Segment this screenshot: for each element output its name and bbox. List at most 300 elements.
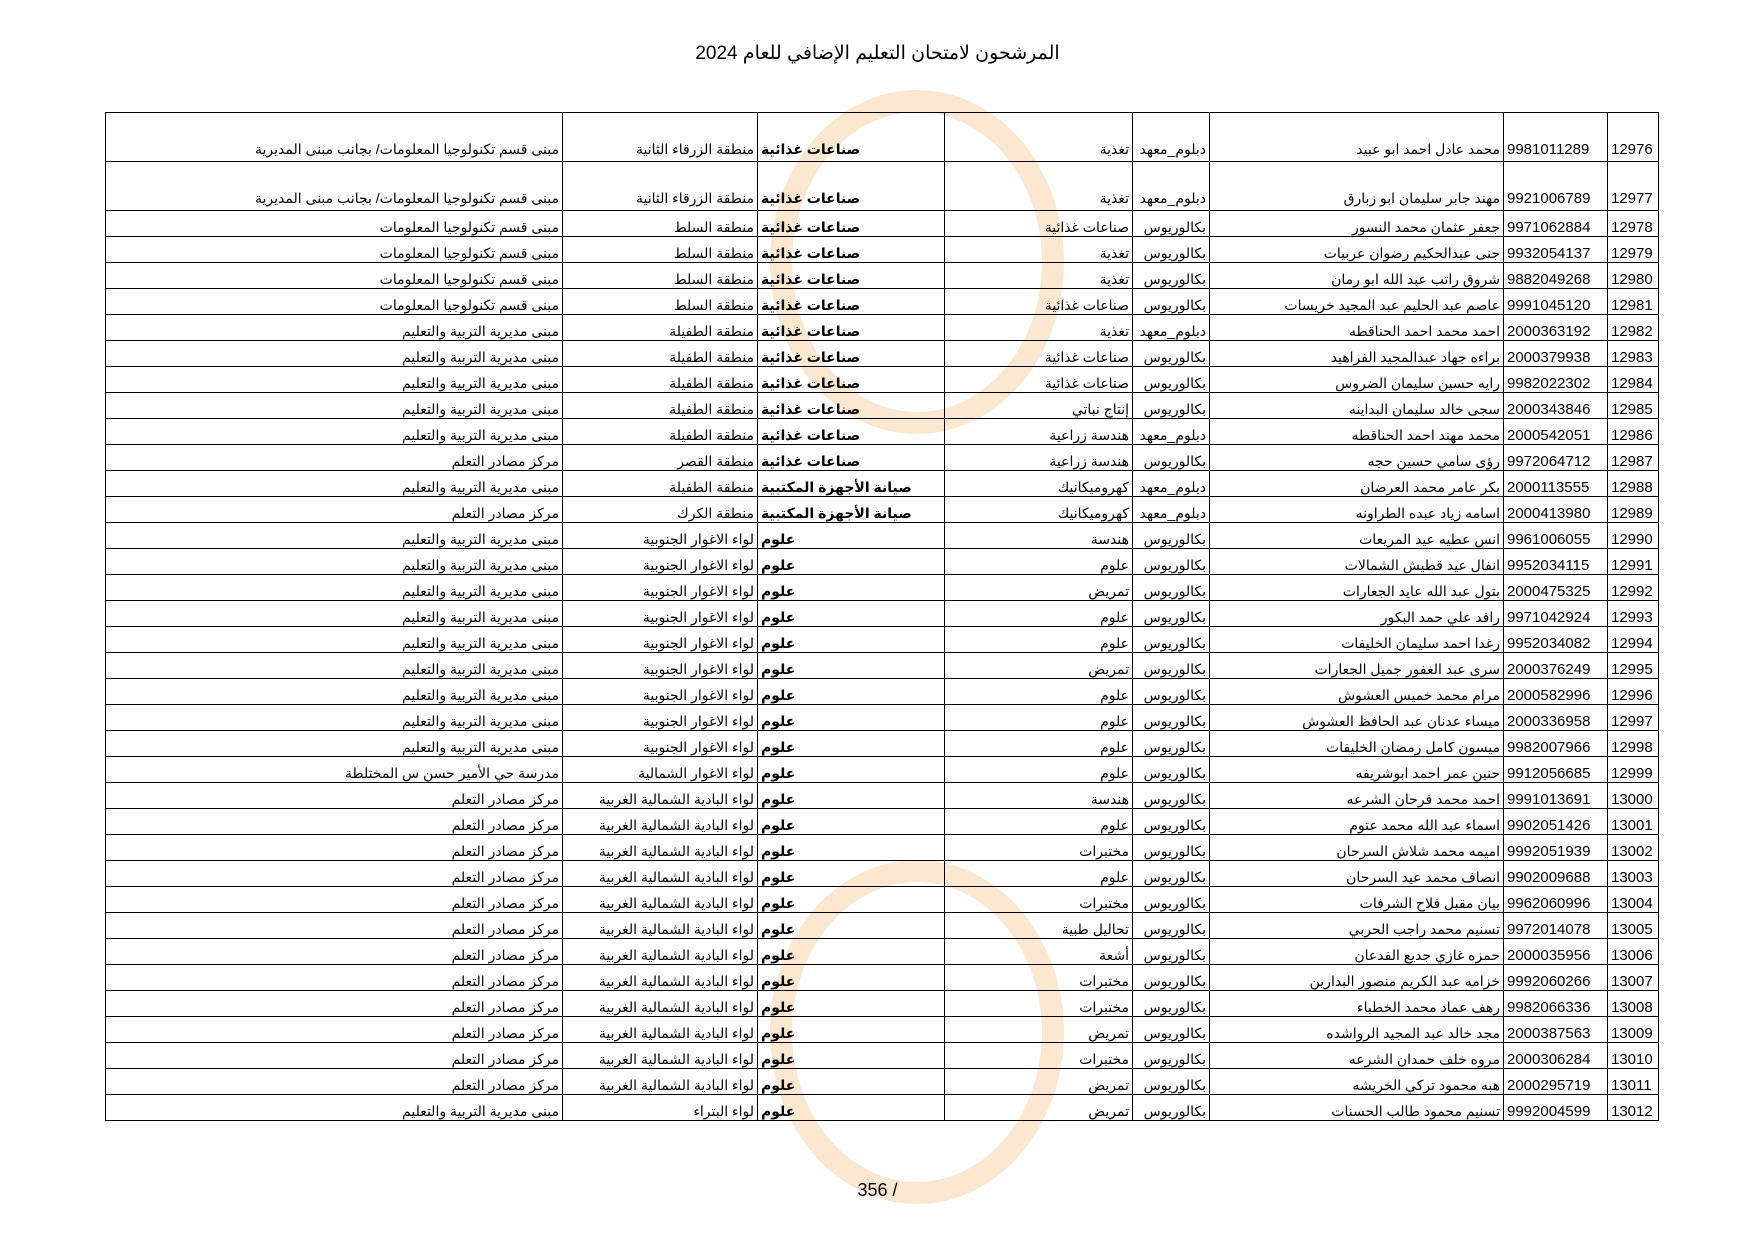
candidate-name-cell: بيان مقبل فلاح الشرفات — [1210, 887, 1504, 913]
national-id-cell: 9972064712 — [1504, 445, 1608, 471]
candidate-name-cell: ميساء عدنان عبد الحافظ العشوش — [1210, 705, 1504, 731]
table-row — [106, 445, 1659, 471]
major-cell: أشعة — [945, 939, 1133, 965]
degree-cell: بكالوريوس — [1133, 1017, 1210, 1043]
major-cell: مختبرات — [945, 991, 1133, 1017]
table-row — [106, 1069, 1659, 1095]
table-row — [106, 653, 1659, 679]
exam-venue-cell: مبنى مديرية التربية والتعليم — [106, 523, 563, 549]
candidate-name-cell: حنين عمر احمد ابوشريفه — [1210, 757, 1504, 783]
exam-venue-cell: مبنى مديرية التربية والتعليم — [106, 549, 563, 575]
candidate-name-cell: بتول عبد الله عايد الجعارات — [1210, 575, 1504, 601]
table-row — [106, 237, 1659, 263]
candidate-name-cell: مروه خلف حمدان الشرعه — [1210, 1043, 1504, 1069]
exam-subject-cell: صيانة الأجهزة المكتبية — [758, 497, 945, 523]
exam-venue-cell: مركز مصادر التعلم — [106, 809, 563, 835]
national-id-cell: 9982022302 — [1504, 367, 1608, 393]
degree-cell: بكالوريوس — [1133, 1043, 1210, 1069]
seq-number-cell: 12988 — [1608, 471, 1659, 497]
degree-cell: بكالوريوس — [1133, 523, 1210, 549]
exam-venue-cell: مركز مصادر التعلم — [106, 887, 563, 913]
national-id-cell: 9972014078 — [1504, 913, 1608, 939]
seq-number-cell: 13004 — [1608, 887, 1659, 913]
exam-subject-cell: علوم — [758, 887, 945, 913]
exam-venue-cell: مبنى مديرية التربية والتعليم — [106, 419, 563, 445]
exam-venue-cell: مبنى قسم تكنولوجيا المعلومات — [106, 237, 563, 263]
major-cell: هندسة زراعية — [945, 445, 1133, 471]
candidate-name-cell: محمد مهند احمد الحناقطه — [1210, 419, 1504, 445]
candidate-name-cell: ميسون كامل رمضان الخليفات — [1210, 731, 1504, 757]
exam-venue-cell: مركز مصادر التعلم — [106, 939, 563, 965]
seq-number-cell: 13002 — [1608, 835, 1659, 861]
degree-cell: بكالوريوس — [1133, 991, 1210, 1017]
exam-subject-cell: صناعات غذائية — [758, 393, 945, 419]
seq-number-cell: 13007 — [1608, 965, 1659, 991]
exam-venue-cell: مركز مصادر التعلم — [106, 861, 563, 887]
candidate-name-cell: سرى عبد الغفور جميل الجعارات — [1210, 653, 1504, 679]
table-row — [106, 471, 1659, 497]
major-cell: إنتاج نباتي — [945, 393, 1133, 419]
major-cell: تغذية — [945, 315, 1133, 341]
exam-venue-cell: مبنى مديرية التربية والتعليم — [106, 575, 563, 601]
seq-number-cell: 12984 — [1608, 367, 1659, 393]
degree-cell: بكالوريوس — [1133, 783, 1210, 809]
table-row — [106, 113, 1659, 162]
candidate-name-cell: بكر عامر محمد العرضان — [1210, 471, 1504, 497]
major-cell: مختبرات — [945, 965, 1133, 991]
major-cell: علوم — [945, 861, 1133, 887]
exam-venue-cell: مركز مصادر التعلم — [106, 497, 563, 523]
exam-subject-cell: صناعات غذائية — [758, 341, 945, 367]
region-cell: منطقة الطفيلة — [563, 419, 758, 445]
seq-number-cell: 13003 — [1608, 861, 1659, 887]
national-id-cell: 2000387563 — [1504, 1017, 1608, 1043]
degree-cell: دبلوم_معهد — [1133, 113, 1210, 162]
exam-venue-cell: مبنى قسم تكنولوجيا المعلومات — [106, 211, 563, 237]
seq-number-cell: 12980 — [1608, 263, 1659, 289]
major-cell: علوم — [945, 549, 1133, 575]
seq-number-cell: 12987 — [1608, 445, 1659, 471]
exam-venue-cell: مركز مصادر التعلم — [106, 991, 563, 1017]
candidate-name-cell: تسنيم محمود طالب الحسنات — [1210, 1095, 1504, 1121]
exam-venue-cell: مركز مصادر التعلم — [106, 445, 563, 471]
exam-subject-cell: صناعات غذائية — [758, 162, 945, 211]
seq-number-cell: 13000 — [1608, 783, 1659, 809]
degree-cell: بكالوريوس — [1133, 861, 1210, 887]
table-row — [106, 315, 1659, 341]
seq-number-cell: 12991 — [1608, 549, 1659, 575]
region-cell: لواء البادية الشمالية الغربية — [563, 1043, 758, 1069]
exam-subject-cell: صناعات غذائية — [758, 419, 945, 445]
exam-venue-cell: مركز مصادر التعلم — [106, 1017, 563, 1043]
national-id-cell: 9991045120 — [1504, 289, 1608, 315]
degree-cell: بكالوريوس — [1133, 705, 1210, 731]
major-cell: صناعات غذائية — [945, 367, 1133, 393]
major-cell: هندسة — [945, 523, 1133, 549]
national-id-cell: 9902051426 — [1504, 809, 1608, 835]
national-id-cell: 9982066336 — [1504, 991, 1608, 1017]
degree-cell: بكالوريوس — [1133, 211, 1210, 237]
table-row — [106, 679, 1659, 705]
region-cell: لواء الاغوار الجنوبية — [563, 705, 758, 731]
major-cell: هندسة زراعية — [945, 419, 1133, 445]
major-cell: تمريض — [945, 575, 1133, 601]
degree-cell: بكالوريوس — [1133, 263, 1210, 289]
seq-number-cell: 12996 — [1608, 679, 1659, 705]
region-cell: لواء البادية الشمالية الغربية — [563, 861, 758, 887]
major-cell: تمريض — [945, 1095, 1133, 1121]
major-cell: تغذية — [945, 162, 1133, 211]
seq-number-cell: 12998 — [1608, 731, 1659, 757]
table-row — [106, 1095, 1659, 1121]
degree-cell: بكالوريوس — [1133, 575, 1210, 601]
candidate-name-cell: محمد عادل احمد ابو عبيد — [1210, 113, 1504, 162]
candidate-name-cell: اسماء عبد الله محمد عتوم — [1210, 809, 1504, 835]
major-cell: هندسة — [945, 783, 1133, 809]
major-cell: علوم — [945, 679, 1133, 705]
national-id-cell: 2000035956 — [1504, 939, 1608, 965]
national-id-cell: 2000113555 — [1504, 471, 1608, 497]
exam-subject-cell: صناعات غذائية — [758, 367, 945, 393]
seq-number-cell: 13011 — [1608, 1069, 1659, 1095]
exam-venue-cell: مركز مصادر التعلم — [106, 783, 563, 809]
seq-number-cell: 12982 — [1608, 315, 1659, 341]
exam-venue-cell: مبنى مديرية التربية والتعليم — [106, 653, 563, 679]
region-cell: لواء الاغوار الجنوبية — [563, 523, 758, 549]
exam-subject-cell: علوم — [758, 679, 945, 705]
exam-venue-cell: مبنى مديرية التربية والتعليم — [106, 393, 563, 419]
exam-venue-cell: مدرسة حي الأمير حسن س المختلطة — [106, 757, 563, 783]
table-row — [106, 523, 1659, 549]
exam-subject-cell: علوم — [758, 627, 945, 653]
exam-venue-cell: مركز مصادر التعلم — [106, 965, 563, 991]
national-id-cell: 2000363192 — [1504, 315, 1608, 341]
region-cell: لواء الاغوار الشمالية — [563, 757, 758, 783]
region-cell: لواء البادية الشمالية الغربية — [563, 1069, 758, 1095]
national-id-cell: 2000582996 — [1504, 679, 1608, 705]
exam-venue-cell: مبنى مديرية التربية والتعليم — [106, 471, 563, 497]
seq-number-cell: 13005 — [1608, 913, 1659, 939]
national-id-cell: 9962060996 — [1504, 887, 1608, 913]
national-id-cell: 9991013691 — [1504, 783, 1608, 809]
degree-cell: بكالوريوس — [1133, 731, 1210, 757]
degree-cell: دبلوم_معهد — [1133, 497, 1210, 523]
degree-cell: بكالوريوس — [1133, 757, 1210, 783]
candidate-name-cell: انصاف محمد عيد السرحان — [1210, 861, 1504, 887]
page-title: المرشحون لامتحان التعليم الإضافي للعام 2024 — [695, 43, 1060, 64]
national-id-cell: 9992004599 — [1504, 1095, 1608, 1121]
region-cell: لواء البادية الشمالية الغربية — [563, 1017, 758, 1043]
exam-subject-cell: علوم — [758, 809, 945, 835]
region-cell: منطقة الطفيلة — [563, 367, 758, 393]
candidate-name-cell: احمد محمد احمد الحناقطه — [1210, 315, 1504, 341]
region-cell: منطقة الطفيلة — [563, 393, 758, 419]
seq-number-cell: 12993 — [1608, 601, 1659, 627]
candidate-name-cell: رغدا احمد سليمان الخليفات — [1210, 627, 1504, 653]
region-cell: منطقة الطفيلة — [563, 315, 758, 341]
national-id-cell: 2000295719 — [1504, 1069, 1608, 1095]
seq-number-cell: 13010 — [1608, 1043, 1659, 1069]
degree-cell: بكالوريوس — [1133, 367, 1210, 393]
national-id-cell: 2000413980 — [1504, 497, 1608, 523]
major-cell: علوم — [945, 757, 1133, 783]
national-id-cell: 2000376249 — [1504, 653, 1608, 679]
table-row — [106, 835, 1659, 861]
major-cell: تمريض — [945, 1017, 1133, 1043]
major-cell: صناعات غذائية — [945, 289, 1133, 315]
table-row — [106, 263, 1659, 289]
exam-venue-cell: مبنى مديرية التربية والتعليم — [106, 731, 563, 757]
table-row — [106, 341, 1659, 367]
region-cell: منطقة الطفيلة — [563, 471, 758, 497]
region-cell: منطقة الطفيلة — [563, 341, 758, 367]
table-row — [106, 1017, 1659, 1043]
candidate-name-cell: مرام محمد خميس العشوش — [1210, 679, 1504, 705]
exam-subject-cell: صناعات غذائية — [758, 113, 945, 162]
major-cell: كهروميكانيك — [945, 497, 1133, 523]
exam-subject-cell: صناعات غذائية — [758, 315, 945, 341]
region-cell: لواء الاغوار الجنوبية — [563, 575, 758, 601]
degree-cell: بكالوريوس — [1133, 653, 1210, 679]
national-id-cell: 2000475325 — [1504, 575, 1608, 601]
national-id-cell: 9902009688 — [1504, 861, 1608, 887]
degree-cell: بكالوريوس — [1133, 341, 1210, 367]
candidate-name-cell: جنى عبدالحكيم رضوان عربيات — [1210, 237, 1504, 263]
national-id-cell: 2000379938 — [1504, 341, 1608, 367]
table-row — [106, 887, 1659, 913]
candidate-name-cell: رهف عماد محمد الخطباء — [1210, 991, 1504, 1017]
exam-subject-cell: صيانة الأجهزة المكتبية — [758, 471, 945, 497]
seq-number-cell: 13006 — [1608, 939, 1659, 965]
exam-venue-cell: مركز مصادر التعلم — [106, 913, 563, 939]
candidate-name-cell: انس عطيه عيد المريعات — [1210, 523, 1504, 549]
table-row — [106, 289, 1659, 315]
degree-cell: بكالوريوس — [1133, 913, 1210, 939]
exam-subject-cell: علوم — [758, 1095, 945, 1121]
seq-number-cell: 12979 — [1608, 237, 1659, 263]
major-cell: علوم — [945, 705, 1133, 731]
region-cell: منطقة السلط — [563, 211, 758, 237]
national-id-cell: 9912056685 — [1504, 757, 1608, 783]
seq-number-cell: 12992 — [1608, 575, 1659, 601]
exam-venue-cell: مبنى قسم تكنولوجيا المعلومات/ بجانب مبنى المديرية — [106, 162, 563, 211]
candidate-name-cell: رايه حسين سليمان الضروس — [1210, 367, 1504, 393]
degree-cell: دبلوم_معهد — [1133, 419, 1210, 445]
table-row — [106, 497, 1659, 523]
exam-venue-cell: مبنى قسم تكنولوجيا المعلومات — [106, 289, 563, 315]
degree-cell: بكالوريوس — [1133, 445, 1210, 471]
seq-number-cell: 12986 — [1608, 419, 1659, 445]
degree-cell: دبلوم_معهد — [1133, 162, 1210, 211]
seq-number-cell: 13001 — [1608, 809, 1659, 835]
major-cell: مختبرات — [945, 887, 1133, 913]
exam-subject-cell: علوم — [758, 835, 945, 861]
candidate-name-cell: مهند جابر سليمان ابو زبارق — [1210, 162, 1504, 211]
table-row — [106, 575, 1659, 601]
major-cell: صناعات غذائية — [945, 341, 1133, 367]
degree-cell: بكالوريوس — [1133, 965, 1210, 991]
region-cell: لواء البادية الشمالية الغربية — [563, 783, 758, 809]
region-cell: لواء البادية الشمالية الغربية — [563, 965, 758, 991]
region-cell: منطقة السلط — [563, 289, 758, 315]
table-row — [106, 367, 1659, 393]
exam-venue-cell: مبنى مديرية التربية والتعليم — [106, 601, 563, 627]
seq-number-cell: 12997 — [1608, 705, 1659, 731]
page-number: 356 / — [857, 1180, 898, 1200]
national-id-cell: 2000336958 — [1504, 705, 1608, 731]
seq-number-cell: 12989 — [1608, 497, 1659, 523]
table-row — [106, 211, 1659, 237]
region-cell: لواء الاغوار الجنوبية — [563, 601, 758, 627]
exam-subject-cell: علوم — [758, 653, 945, 679]
exam-venue-cell: مبنى مديرية التربية والتعليم — [106, 315, 563, 341]
exam-subject-cell: علوم — [758, 705, 945, 731]
major-cell: علوم — [945, 627, 1133, 653]
candidate-name-cell: حمزه غازي جديع الفدعان — [1210, 939, 1504, 965]
major-cell: علوم — [945, 809, 1133, 835]
national-id-cell: 9921006789 — [1504, 162, 1608, 211]
table-row — [106, 757, 1659, 783]
table-row — [106, 162, 1659, 211]
table-row — [106, 809, 1659, 835]
region-cell: لواء الاغوار الجنوبية — [563, 549, 758, 575]
candidate-name-cell: احمد محمد فرحان الشرعه — [1210, 783, 1504, 809]
major-cell: تغذية — [945, 237, 1133, 263]
table-row — [106, 1043, 1659, 1069]
national-id-cell: 9882049268 — [1504, 263, 1608, 289]
seq-number-cell: 13012 — [1608, 1095, 1659, 1121]
region-cell: لواء البتراء — [563, 1095, 758, 1121]
exam-venue-cell: مبنى مديرية التربية والتعليم — [106, 1095, 563, 1121]
region-cell: منطقة السلط — [563, 237, 758, 263]
exam-subject-cell: علوم — [758, 939, 945, 965]
candidate-name-cell: انفال عيد قطيش الشمالات — [1210, 549, 1504, 575]
region-cell: منطقة القصر — [563, 445, 758, 471]
table-row — [106, 601, 1659, 627]
degree-cell: بكالوريوس — [1133, 835, 1210, 861]
exam-venue-cell: مبنى مديرية التربية والتعليم — [106, 705, 563, 731]
exam-subject-cell: علوم — [758, 757, 945, 783]
major-cell: كهروميكانيك — [945, 471, 1133, 497]
region-cell: لواء الاغوار الجنوبية — [563, 679, 758, 705]
seq-number-cell: 12978 — [1608, 211, 1659, 237]
candidate-name-cell: شروق راتب عبد الله ابو رمان — [1210, 263, 1504, 289]
candidate-name-cell: اسامه زياد عبده الطراونه — [1210, 497, 1504, 523]
exam-subject-cell: صناعات غذائية — [758, 445, 945, 471]
national-id-cell: 9952034082 — [1504, 627, 1608, 653]
exam-venue-cell: مبنى مديرية التربية والتعليم — [106, 367, 563, 393]
exam-venue-cell: مركز مصادر التعلم — [106, 1069, 563, 1095]
exam-subject-cell: علوم — [758, 1017, 945, 1043]
national-id-cell: 2000343846 — [1504, 393, 1608, 419]
exam-subject-cell: علوم — [758, 965, 945, 991]
exam-venue-cell: مبنى مديرية التربية والتعليم — [106, 627, 563, 653]
exam-subject-cell: علوم — [758, 1043, 945, 1069]
national-id-cell: 9981011289 — [1504, 113, 1608, 162]
national-id-cell: 2000306284 — [1504, 1043, 1608, 1069]
national-id-cell: 9982007966 — [1504, 731, 1608, 757]
exam-venue-cell: مركز مصادر التعلم — [106, 835, 563, 861]
table-row — [106, 627, 1659, 653]
region-cell: لواء الاغوار الجنوبية — [563, 731, 758, 757]
degree-cell: بكالوريوس — [1133, 1095, 1210, 1121]
candidate-name-cell: اميمه محمد شلاش السرحان — [1210, 835, 1504, 861]
national-id-cell: 9952034115 — [1504, 549, 1608, 575]
exam-venue-cell: مبنى قسم تكنولوجيا المعلومات — [106, 263, 563, 289]
seq-number-cell: 12999 — [1608, 757, 1659, 783]
candidate-name-cell: رؤى سامي حسين حجه — [1210, 445, 1504, 471]
candidate-name-cell: مجد خالد عبد المجيد الرواشده — [1210, 1017, 1504, 1043]
region-cell: منطقة الزرقاء الثانية — [563, 162, 758, 211]
table-row — [106, 991, 1659, 1017]
exam-subject-cell: صناعات غذائية — [758, 211, 945, 237]
candidate-name-cell: خزامه عبد الكريم منصور البدارين — [1210, 965, 1504, 991]
candidate-name-cell: رافد علي حمد البكور — [1210, 601, 1504, 627]
exam-subject-cell: صناعات غذائية — [758, 289, 945, 315]
table-row — [106, 393, 1659, 419]
table-row — [106, 939, 1659, 965]
exam-subject-cell: علوم — [758, 861, 945, 887]
exam-subject-cell: علوم — [758, 991, 945, 1017]
region-cell: لواء البادية الشمالية الغربية — [563, 835, 758, 861]
candidate-name-cell: هبه محمود تركي الخريشه — [1210, 1069, 1504, 1095]
candidate-name-cell: براءه جهاد عبدالمجيد الفراهيد — [1210, 341, 1504, 367]
degree-cell: بكالوريوس — [1133, 393, 1210, 419]
seq-number-cell: 12976 — [1608, 113, 1659, 162]
candidates-table — [105, 112, 1659, 1121]
region-cell: لواء الاغوار الجنوبية — [563, 653, 758, 679]
degree-cell: بكالوريوس — [1133, 887, 1210, 913]
major-cell: تمريض — [945, 653, 1133, 679]
table-row — [106, 419, 1659, 445]
seq-number-cell: 12983 — [1608, 341, 1659, 367]
exam-subject-cell: علوم — [758, 601, 945, 627]
seq-number-cell: 13009 — [1608, 1017, 1659, 1043]
seq-number-cell: 12981 — [1608, 289, 1659, 315]
seq-number-cell: 12977 — [1608, 162, 1659, 211]
table-row — [106, 705, 1659, 731]
degree-cell: بكالوريوس — [1133, 601, 1210, 627]
table-row — [106, 861, 1659, 887]
table-row — [106, 731, 1659, 757]
exam-venue-cell: مبنى مديرية التربية والتعليم — [106, 341, 563, 367]
seq-number-cell: 12994 — [1608, 627, 1659, 653]
national-id-cell: 9932054137 — [1504, 237, 1608, 263]
national-id-cell: 2000542051 — [1504, 419, 1608, 445]
major-cell: تحاليل طبية — [945, 913, 1133, 939]
exam-subject-cell: صناعات غذائية — [758, 263, 945, 289]
seq-number-cell: 12990 — [1608, 523, 1659, 549]
region-cell: لواء البادية الشمالية الغربية — [563, 887, 758, 913]
region-cell: لواء البادية الشمالية الغربية — [563, 809, 758, 835]
degree-cell: بكالوريوس — [1133, 1069, 1210, 1095]
seq-number-cell: 12985 — [1608, 393, 1659, 419]
region-cell: لواء البادية الشمالية الغربية — [563, 991, 758, 1017]
exam-subject-cell: علوم — [758, 575, 945, 601]
major-cell: علوم — [945, 601, 1133, 627]
degree-cell: بكالوريوس — [1133, 939, 1210, 965]
degree-cell: بكالوريوس — [1133, 809, 1210, 835]
major-cell: تغذية — [945, 263, 1133, 289]
seq-number-cell: 12995 — [1608, 653, 1659, 679]
table-row — [106, 549, 1659, 575]
major-cell: تغذية — [945, 113, 1133, 162]
exam-subject-cell: علوم — [758, 731, 945, 757]
table-row — [106, 965, 1659, 991]
exam-subject-cell: علوم — [758, 1069, 945, 1095]
national-id-cell: 9971042924 — [1504, 601, 1608, 627]
table-row — [106, 913, 1659, 939]
